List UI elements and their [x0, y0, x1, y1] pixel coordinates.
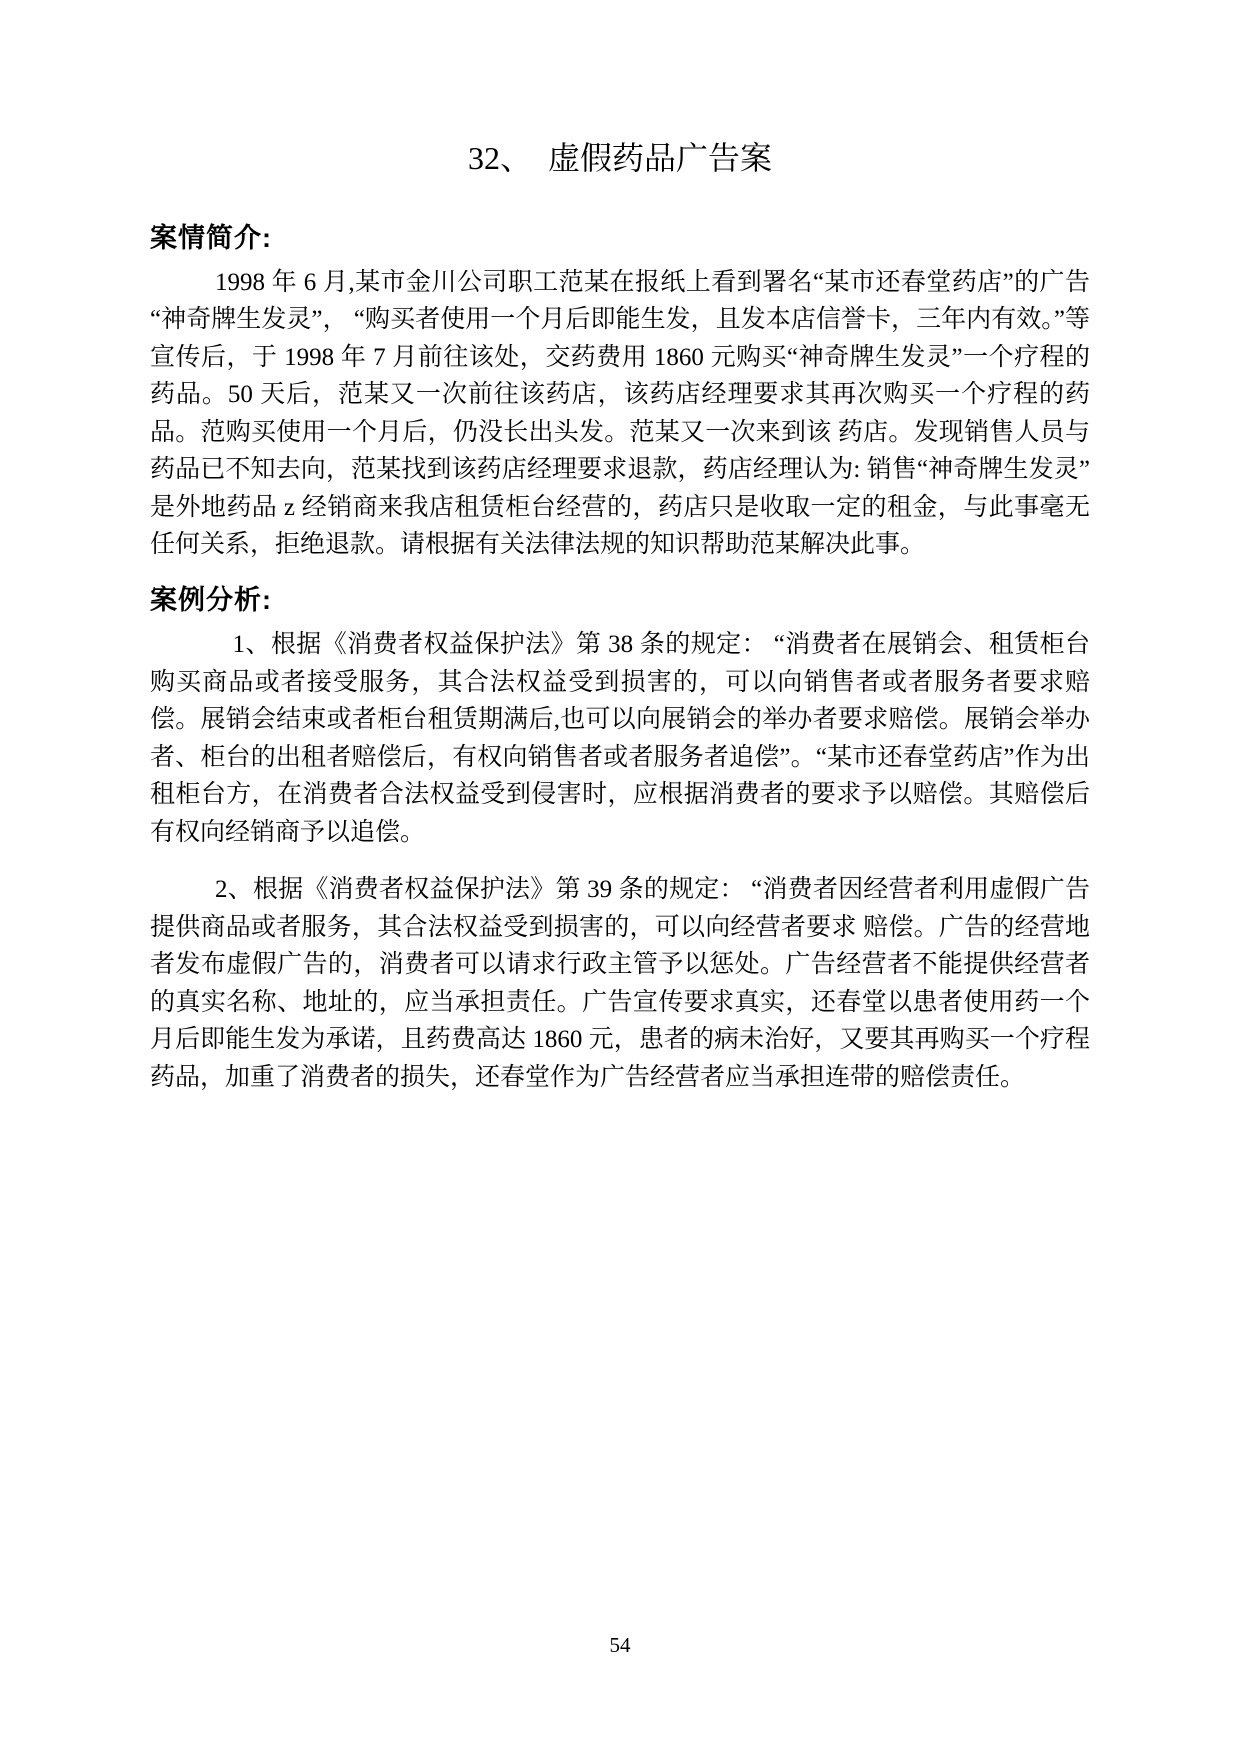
section-heading-case-analysis: 案例分析:	[150, 584, 272, 615]
case-analysis-paragraph-2: 2、根据《消费者权益保护法》第 39 条的规定： “消费者因经营者利用虚假广告提供商品或者服务，其合法权益受到损害的，可以向经营者要求 赔偿。广告的经营地者发布虚假广告的，消费者可以请求行政主管予以惩处。广告经营者不能提供经营者的真实名称、地址的，应当承担责任。广告宣传要求真实，还春堂以患者使用药一个月后即能生发为承诺，且药费高达 1860 元，患者的病未治好，又要其再购买一个疗程药品，加重了消费者的损失，还春堂作为广告经营者应当承担连带的赔偿责任。	[150, 876, 1090, 1091]
section-heading-case-summary: 案情简介:	[150, 222, 272, 253]
page-number: 54	[609, 1633, 631, 1657]
case-analysis-paragraph-1: 1、根据《消费者权益保护法》第 38 条的规定： “消费者在展销会、租赁柜台购买商品或者接受服务，其合法权益受到损害的，可以向销售者或者服务者要求赔偿。展销会结束或者柜台租赁期满后,也可以向展销会的举办者要求赔偿。展销会举办者、柜台的出租者赔偿后，有权向销售者或者服务者追偿”。“某市还春堂药店”作为出租柜台方，在消费者合法权益受到侵害时，应根据消费者的要求予以赔偿。其赔偿后有权向经销商予以追偿。	[150, 631, 1090, 846]
document-title: 32、 虚假药品广告案	[467, 140, 772, 176]
case-summary-paragraph: 1998 年 6 月,某市金川公司职工范某在报纸上看到署名“某市还春堂药店”的广告“神奇牌生发灵”， “购买者使用一个月后即能生发，且发本店信誉卡，三年内有效。”等宣传后，于 1998 年 7 月前往该处，交药费用 1860 元购买“神奇牌生发灵”一个疗程的药品。50 天后，范某又一次前往该药店，该药店经理要求其再次购买一个疗程的药品。范购买使用一个月后，仍没长出头发。范某又一次来到该 药店。发现销售人员与药品已不知去向，范某找到该药店经理要求退款，药店经理认为: 销售“神奇牌生发灵”是外地药品 z 经销商来我店租赁柜台经营的，药店只是收取一定的租金，与此事毫无任何关系，拒绝退款。请根据有关法律法规的知识帮助范某解决此事。	[150, 268, 1090, 559]
